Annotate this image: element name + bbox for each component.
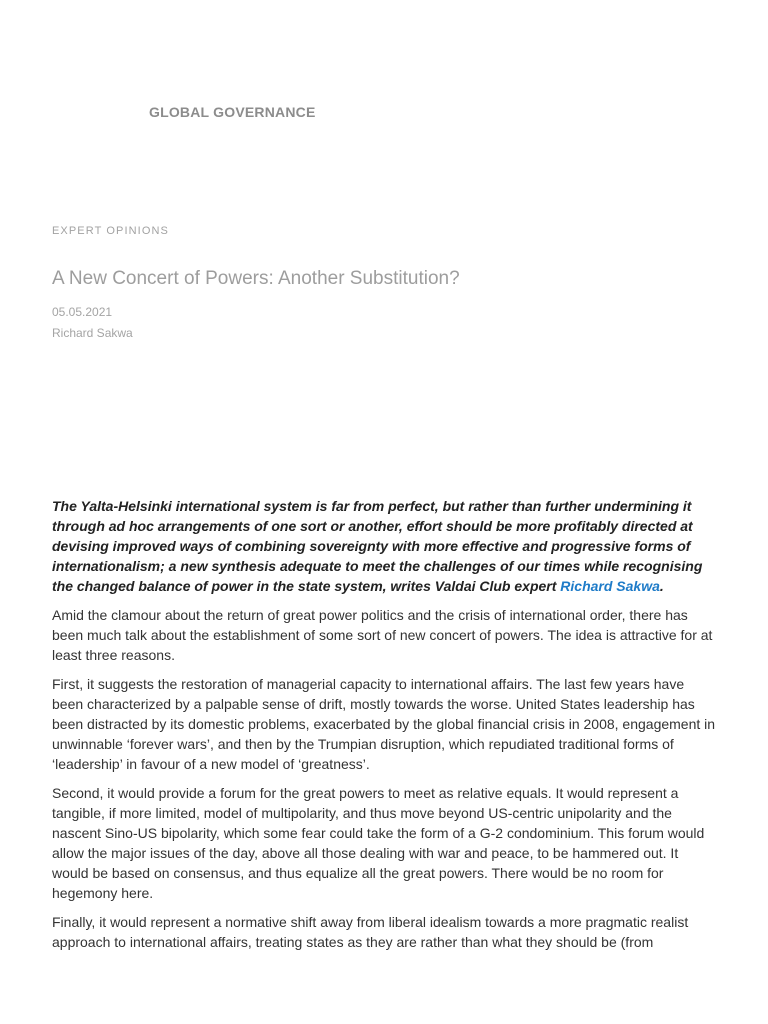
publish-date: 05.05.2021 (52, 305, 113, 319)
body-paragraph-2: First, it suggests the restoration of managerial capacity to international affairs. The last few years have been characterized by a palpable sense of drift, mostly towards the worse. United States leadership has been distracted by its domestic problems, exacerbated by the global financial crisis in 2008, engagement in unwinnable ‘forever wars’, and then by the Trumpian disruption, which repudiated traditional forms of ‘leadership’ in favour of a new model of ‘greatness’. (52, 676, 716, 772)
article-body (52, 496, 718, 961)
section-title-link[interactable]: GLOBAL GOVERNANCE (149, 104, 316, 120)
body-paragraph-3: Second, it would provide a forum for the great powers to meet as relative equals. It would represent a tangible, if more limited, model of multipolarity, and thus move beyond US-centric unipolarity and the nascent Sino-US bipolarity, which some fear could take the form of a G-2 condominium. This forum would allow the major issues of the day, above all those dealing with war and peace, to be hammered out. It would be based on consensus, and thus equalize all the great powers. There would be no room for hegemony here. (52, 785, 705, 901)
author-link[interactable]: Richard Sakwa (52, 326, 133, 340)
article-title: A New Concert of Powers: Another Substitution? (52, 268, 460, 289)
body-paragraph-1: Amid the clamour about the return of great power politics and the crisis of international order, there has been much talk about the establishment of some sort of new concert of powers. The idea is attractive for at least three reasons. (52, 607, 713, 663)
lead-paragraph (52, 496, 718, 596)
category-link[interactable]: EXPERT OPINIONS (52, 225, 169, 237)
body-paragraph-4: Finally, it would represent a normative shift away from liberal idealism towards a more pragmatic realist approach to international affairs, treating states as they are rather than what they should be (from (52, 914, 689, 950)
lead-text: The Yalta-Helsinki international system is far from perfect, but rather than further undermining it through ad hoc arrangements of one sort or another, effort should be more profitably directed at devising improved ways of combining sovereignty with more effective and progressive forms of internationalism; a new synthesis adequate to meet the challenges of our times while recognising the changed balance of power in the state system, writes Valdai Club expert (52, 498, 703, 594)
author-inline-link[interactable]: Richard Sakwa (560, 578, 660, 594)
lead-end: . (659, 578, 664, 594)
